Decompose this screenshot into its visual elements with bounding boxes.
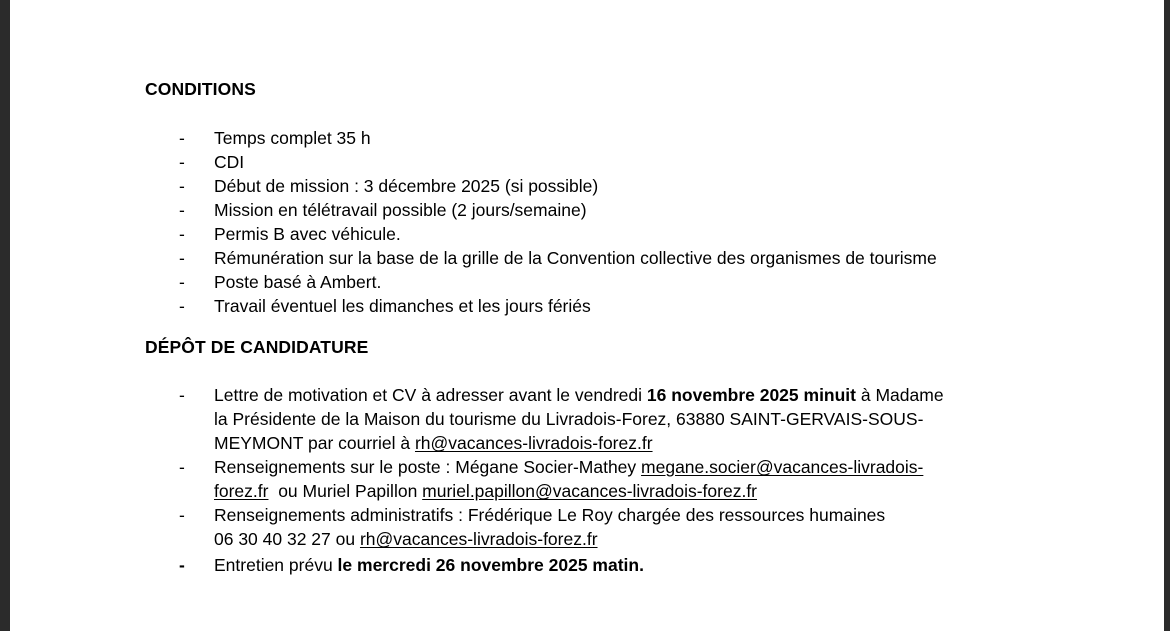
list-dash: - <box>179 128 185 148</box>
list-dash: - <box>179 224 185 244</box>
list-dash: - <box>179 200 185 220</box>
rh-email-link[interactable]: rh@vacances-livradois-forez.fr <box>414 433 653 453</box>
list-item-text: Poste basé à Ambert. <box>214 272 382 292</box>
list-item-job-info <box>10 455 944 503</box>
list-item <box>10 126 937 150</box>
megane-email-link-cont[interactable]: forez.fr <box>214 481 269 501</box>
application-line-2: la Présidente de la Maison du tourisme du Livradois-Forez, 63880 SAINT-GERVAIS-SOUS- <box>214 409 924 429</box>
list-item-application <box>10 383 944 455</box>
list-item-text: Mission en télétravail possible (2 jours/semaine) <box>214 200 587 220</box>
list-item-text: CDI <box>214 152 245 172</box>
list-item-admin-info <box>10 503 944 551</box>
list-dash: - <box>179 152 185 172</box>
list-item-text: Rémunération sur la base de la grille de la Convention collective des organismes de tourisme <box>214 248 937 268</box>
muriel-email-link[interactable]: muriel.papillon@vacances-livradois-forez.fr <box>422 481 758 501</box>
deadline-date: 16 novembre 2025 minuit <box>646 385 857 405</box>
list-item-interview: - Entretien prévu le mercredi 26 novembre 2025 matin. <box>179 555 644 575</box>
list-item <box>10 222 937 246</box>
list-item-text: Permis B avec véhicule. <box>214 224 401 244</box>
list-item <box>10 198 937 222</box>
admin-info-line-1: Renseignements administratifs : Frédérique Le Roy chargée des ressources humaines <box>214 505 886 525</box>
application-line-1: Lettre de motivation et CV à adresser avant le vendredi 16 novembre 2025 minuit à Madame <box>214 385 944 405</box>
interview-date: le mercredi 26 novembre 2025 matin. <box>337 555 644 575</box>
application-line-3: MEYMONT par courriel à rh@vacances-livradois-forez.fr <box>214 433 653 453</box>
list-item <box>10 246 937 270</box>
megane-email-link[interactable]: megane.socier@vacances-livradois- <box>641 457 924 477</box>
right-edge-bar <box>1164 0 1170 631</box>
list-dash: - <box>179 457 185 477</box>
rh-email-link-2[interactable]: rh@vacances-livradois-forez.fr <box>359 529 598 549</box>
phone-number: 06 30 40 32 27 ou <box>214 529 360 549</box>
conditions-heading: CONDITIONS <box>145 79 256 99</box>
list-item <box>10 174 937 198</box>
list-item-text: Travail éventuel les dimanches et les jours fériés <box>214 296 591 316</box>
list-item <box>10 270 937 294</box>
list-item <box>10 294 937 318</box>
list-item-text: Temps complet 35 h <box>214 128 371 148</box>
list-item <box>10 150 937 174</box>
list-dash: - <box>179 248 185 268</box>
list-dash: - <box>179 296 185 316</box>
list-dash: - <box>179 272 185 292</box>
document-page <box>10 0 1164 631</box>
job-info-line-2: forez.fr ou Muriel Papillon muriel.papillon@vacances-livradois-forez.fr <box>214 481 758 501</box>
list-dash: - <box>179 176 185 196</box>
list-dash: - <box>179 555 185 575</box>
depot-heading: DÉPÔT DE CANDIDATURE <box>145 337 369 357</box>
list-dash: - <box>179 385 185 405</box>
left-edge-bar <box>0 0 10 631</box>
admin-info-line-2 <box>214 527 944 551</box>
conditions-list <box>10 126 937 318</box>
list-dash: - <box>179 505 185 525</box>
list-item-text: Début de mission : 3 décembre 2025 (si possible) <box>214 176 599 196</box>
job-info-line-1: Renseignements sur le poste : Mégane Socier-Mathey megane.socier@vacances-livradois- <box>214 457 924 477</box>
depot-list <box>10 383 944 577</box>
